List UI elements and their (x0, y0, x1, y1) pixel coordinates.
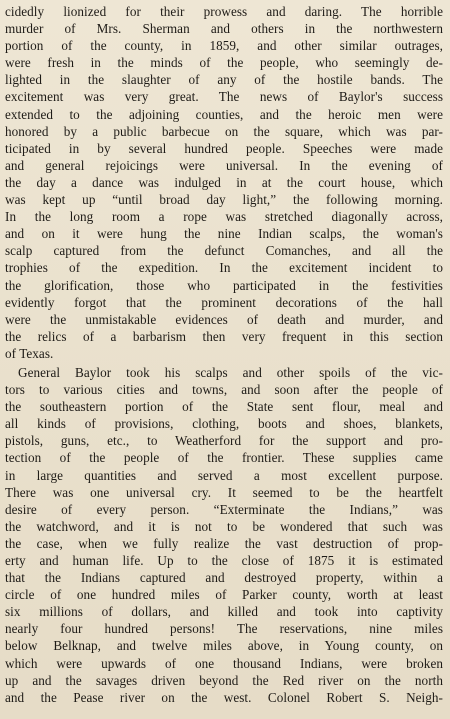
text-line: were fresh in the minds of the people, who seemingly de- (5, 55, 443, 71)
text-line: evidently forgot that the prominent decorations of the hall (5, 294, 443, 310)
text-line: There was one universal cry. It seemed to be the heartfelt (5, 484, 443, 500)
text-line: below Belknap, and twelve miles above, in Young county, on (5, 638, 443, 654)
text-line: erty and human life. Up to the close of 1875 it is estimated (5, 553, 443, 568)
text-line: excitement was very great. The news of Baylor's success (5, 89, 443, 105)
text-line: pistols, guns, etc., to Weatherford for the support and pro- (5, 433, 443, 449)
text-line: and on it were hung the nine Indian scalps, the woman's (5, 226, 443, 242)
text-line: circle of one hundred miles of Parker county, worth at least (5, 587, 443, 603)
text-line: portion of the county, in 1859, and other similar outrages, (5, 38, 443, 54)
text-line: extended to the adjoining counties, and the heroic men were (5, 106, 443, 122)
paragraph-barbecue (5, 3, 443, 362)
text-line: the relics of a barbarism then very frequent in this section (5, 328, 443, 344)
text-line: tors to various cities and towns, and soon after the people of (5, 382, 443, 398)
text-line: that the Indians captured and destroyed property, within a (5, 570, 443, 586)
text-line: six millions of dollars, and killed and took into captivity (5, 604, 443, 620)
text-line: desire of every person. “Exterminate the Indians,” was (5, 501, 443, 517)
text-line: the case, when we fully realize the vast destruction of prop- (5, 535, 443, 551)
text-line: up and the savages driven beyond the Red river on the north (5, 672, 443, 688)
text-line: were the unmistakable evidences of death and murder, and (5, 311, 443, 327)
text-line: scalp captured from the defunct Comanches, and all the (5, 243, 443, 259)
text-line: In the long room a rope was stretched diagonally across, (5, 209, 443, 225)
text-line: all kinds of provisions, clothing, boots and shoes, blankets, (5, 416, 443, 432)
text-line: lighted in the slaughter of any of the hostile bands. The (5, 72, 443, 88)
text-line: of Texas. (5, 345, 54, 361)
text-line: the watchword, and it is not to be wondered that such was (5, 518, 443, 534)
text-line: General Baylor took his scalps and other spoils of the vic- (18, 364, 443, 380)
text-line: ticipated in by several hundred people. Speeches were made (5, 140, 443, 156)
text-line: was kept up “until broad day light,” the following morning. (5, 192, 443, 208)
text-line: the glorification, those who participated in the festivities (5, 277, 443, 293)
text-line: honored by a public barbecue on the square, which was par- (5, 123, 443, 139)
text-line: tection of the people of the frontier. These supplies came (5, 450, 443, 466)
text-line: nearly four hundred persons! The reservations, nine miles (5, 621, 443, 637)
text-line: cidedly lionized for their prowess and daring. The horrible (5, 4, 443, 19)
paragraph-baylor-spoils (5, 364, 443, 706)
text-line: murder of Mrs. Sherman and others in the northwestern (5, 21, 443, 37)
text-line: trophies of the expedition. In the excitement incident to (5, 260, 443, 276)
text-line: the southeastern portion of the State sent flour, meal and (5, 399, 443, 415)
text-line: which were upwards of one thousand Indians, were broken (5, 655, 443, 671)
text-line: in large quantities and served a most excellent purpose. (5, 467, 443, 483)
text-line: the day a dance was indulged in at the court house, which (5, 174, 443, 190)
text-line: and the Pease river on the west. Colonel Robert S. Neigh- (5, 689, 443, 705)
text-line: and general rejoicings were universal. In the evening of (5, 157, 443, 173)
